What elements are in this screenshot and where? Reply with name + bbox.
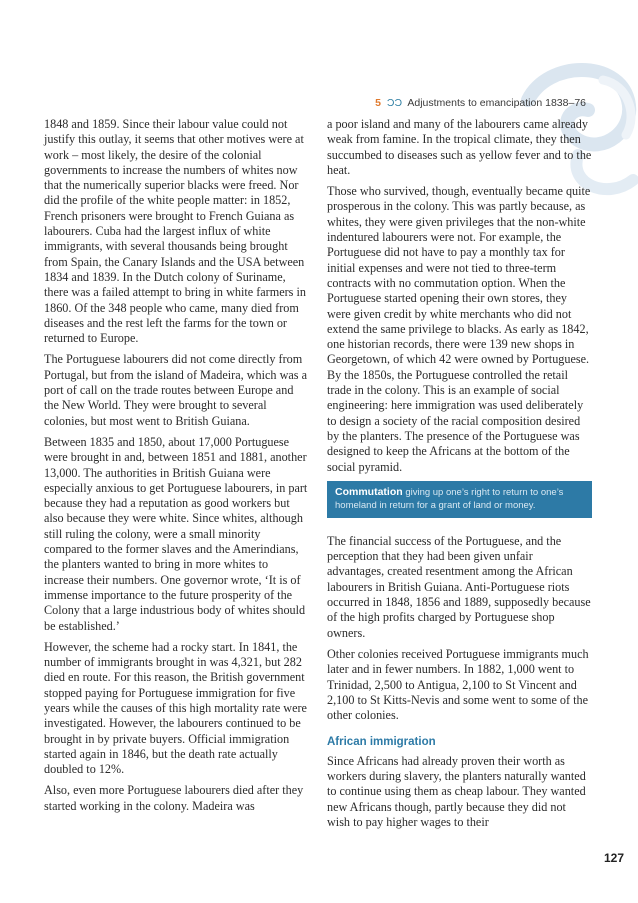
- left-column: [44, 117, 310, 820]
- separator-glyph: ƆƆ: [386, 97, 403, 109]
- body-paragraph: The Portuguese labourers did not come directly from Portugal, but from the island of Madeira, which was a port of call on the trade routes between Europe and the New World. They were brought to several colonies, but most went to British Guiana.: [44, 352, 307, 428]
- chapter-number: 5: [375, 97, 381, 109]
- body-paragraph: Since Africans had already proven their worth as workers during slavery, the planters naturally wanted to continue using them as cheap labour. They wanted new Africans though, partly because they did not wish to pay higher wages to their: [327, 753, 586, 829]
- body-paragraph: a poor island and many of the labourers came already weak from famine. In the tropical climate, they then succumbed to diseases such as yellow fever and to the heat.: [327, 117, 592, 177]
- body-paragraph: Also, even more Portuguese labourers died after they started working in the colony. Madeira was: [44, 783, 304, 813]
- body-paragraph: Other colonies received Portuguese immigrants much later and in fewer numbers. In 1882, 1,000 went to Trinidad, 2,500 to Antigua, 2,100 to St Vincent and 2,100 to St Kitts-Nevis and some went to some of the other colonies.: [327, 646, 589, 723]
- section-title: Adjustments to emancipation 1838–76: [407, 97, 586, 109]
- body-paragraph: The financial success of the Portuguese, and the perception that they had been given unfair advantages, created resentment among the African labourers in British Guiana. Anti-Portuguese riots occurred in 1848, 1856 and 1889, supposedly because of the high profits charged by Portuguese shop owners.: [327, 533, 591, 640]
- page-number: 127: [603, 851, 624, 865]
- body-paragraph: Those who survived, though, eventually became quite prosperous in the colony. This was partly because, as whites, they were given privileges that the non-white indentured labourers were not. For example, the Portuguese did not have to pay a monthly tax for initial expenses and were not tied to three-term contracts with no commutation option. When the Portuguese started opening their own stores, they were given credit by white merchants who did not extend the same privilege to blacks. As early as 1842, one historian records, there were 139 new shops in Georgetown, of which 42 were owned by Portuguese. By the 1850s, the Portuguese controlled the retail trade in the colony. This is an example of social engineering: here immigration was used deliberately to design a society of the racial composition desired by the planters. The presence of the Portuguese was designed to keep the Africans at the bottom of the social pyramid.: [327, 184, 591, 474]
- running-header: [375, 97, 586, 109]
- body-paragraph: Between 1835 and 1850, about 17,000 Portuguese were brought in and, between 1851 and 1881, another 13,000. The authorities in British Guiana were especially anxious to get Portuguese labourers, in part because they had a reputation as good workers but also because they were white. Since whites, although still ruling the colony, were a small minority compared to the former slaves and the Amerindians, the planters wanted to bring in more whites to increase their numbers. One governor wrote, ‘It is of immense importance to the future prosperity of the Colony that a large industrious body of whites should be established.’: [44, 434, 308, 633]
- section-subheading: African immigration: [327, 736, 436, 749]
- body-paragraph: 1848 and 1859. Since their labour value could not justify this outlay, it seems that other motives were at work – most likely, the desire of the colonial governments to increase the numbers of whites now that the numerically superior blacks were freed. Nor did the profile of the white people matter: in 1852, French prisoners were brought to French Guiana as labourers. Cuba had the largest influx of white immigrants, with several thousands being brought from Spain, the Canary Islands and the USA between 1834 and 1839. In the Dutch colony of Suriname, there was a failed attempt to bring in white farmers in 1860. Of the 348 people who came, many died from diseases and the rest left the farms for the town or returned to Europe.: [44, 117, 306, 346]
- body-paragraph: However, the scheme had a rocky start. In 1841, the number of immigrants brought in was 4,321, but 282 died en route. For this reason, the British government stopped paying for Portuguese immigration for five years while the causes of this high mortality rate were investigated. However, the labourers continued to be brought in by private buyers. Official immigration started again in 1846, but the death rate actually doubled to 12%.: [44, 639, 307, 777]
- right-column: [327, 117, 592, 836]
- glossary-definition: giving up one’s right to return to one’s homeland in return for a grant of land or money.: [335, 486, 564, 511]
- glossary-term: Commutation: [335, 485, 403, 498]
- glossary-box: [327, 481, 592, 518]
